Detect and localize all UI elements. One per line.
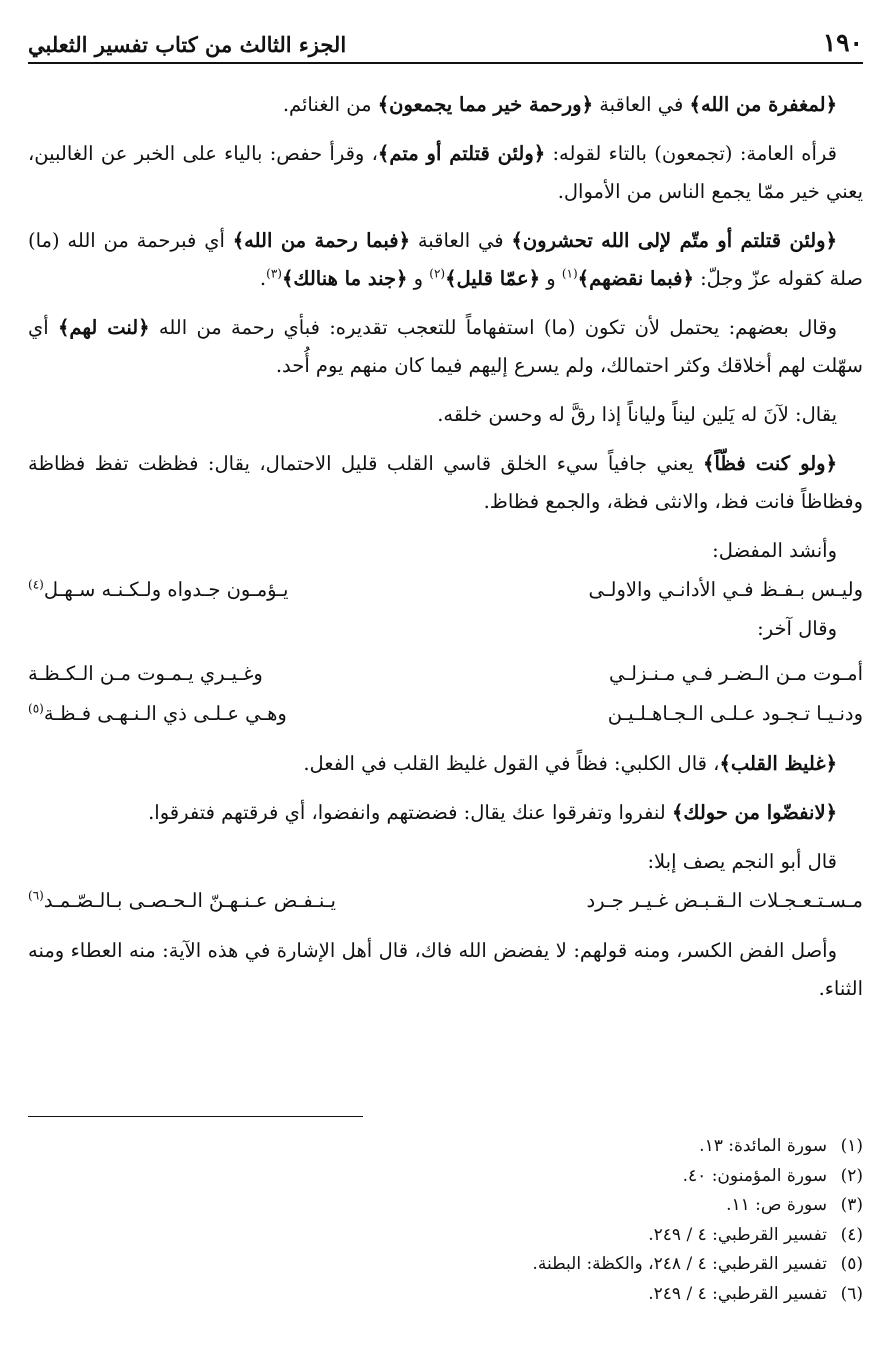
footnote-number: (٣) — [840, 1195, 863, 1215]
footnote-text: سورة المؤمنون: ٤٠. — [682, 1165, 827, 1186]
quran-quote: ﴿لنت لهم﴾ — [57, 316, 150, 339]
verse-first-half: ودنـيـا تـجـود عـلـى الـجـاهـلـيـن — [607, 702, 863, 725]
footnote-marker: (٢) — [429, 266, 446, 281]
page-number: ١٩٠ — [822, 28, 863, 57]
text-run: وقال بعضهم: يحتمل لأن تكون (ما) استفهاماً للتعجب تقديره: فبأي رحمة من الله — [149, 316, 837, 339]
verse-first-half: وليـس بـفـظ فـي الأدانـي والاولـى — [588, 578, 863, 601]
footnote — [28, 1191, 863, 1221]
verse-intro: وأنشد المفضل: — [712, 539, 837, 562]
footnote-number: (٦) — [840, 1283, 863, 1304]
verse-second-half: يـؤمـون جـدواه ولـكـنـه سـهـل$^{(٤)}$ — [28, 577, 289, 601]
paragraph: وأصل الفض الكسر، ومنه قولهم: لا يفضض الله فاك، قال أهل الإشارة في هذه الآية: منه العطاء ومنه الثناء. — [28, 939, 863, 1000]
footnote — [28, 1250, 863, 1280]
text-run: أي فبرحمة من الله (ما) صلة كقوله عزّ وجلّ: — [28, 229, 863, 290]
footnote-number: (٢) — [840, 1165, 863, 1186]
footnote — [28, 1132, 863, 1162]
page-body — [28, 86, 863, 1008]
footnote-text: سورة المائدة: ١٣. — [699, 1136, 827, 1156]
footnote-text: تفسير القرطبي: ٤ / ٢٤٨، والكظة: البطنة. — [532, 1254, 827, 1274]
footnote — [28, 1221, 863, 1251]
text-run: ، وقرأ حفص: بالياء على الخبر عن الغالبين، يعني خير ممّا يجمع الناس من الأموال. — [28, 142, 863, 203]
footnote-marker: (٣) — [266, 266, 282, 281]
footnote-number: (٤) — [840, 1224, 863, 1245]
quran-quote: ﴿ولئن قتلتم أو متّم لإلى الله تحشرون﴾ — [511, 229, 837, 252]
footnote-marker: (٤) — [28, 577, 44, 592]
verse-second-half: وهـي عـلـى ذي الـنـهـى فـظـة$^{(٥)}$ — [28, 701, 287, 725]
paragraph — [28, 745, 863, 783]
verse-intro: وقال آخر: — [757, 617, 837, 640]
paragraph — [28, 86, 863, 124]
quran-quote: ﴿لمغفرة من الله﴾ — [689, 93, 837, 116]
text-run: . — [259, 267, 267, 290]
footnote-divider — [28, 1116, 363, 1117]
text-run: أي سهّلت لهم أخلاقك وكثر احتمالك، ولم يسرع إليهم فيما كان منهم يوم أُحد. — [28, 316, 863, 377]
verse-second-half: يـنـفـض عـنـهـنّ الـحـصـى بـالـصّـمـد$^{(٦)}$ — [28, 888, 336, 912]
book-page — [28, 22, 863, 1342]
quran-quote: ﴿ولئن قتلتم أو متم﴾ — [377, 142, 546, 165]
footnote-text: تفسير القرطبي: ٤ / ٢٤٩. — [648, 1283, 827, 1304]
paragraph — [28, 396, 863, 434]
quran-quote: ﴿فبما نقضهم﴾ — [577, 267, 694, 290]
quran-quote: ﴿غليظ القلب﴾ — [719, 752, 837, 775]
verse-line — [28, 570, 863, 610]
quran-quote: ﴿ورحمة خير مما يجمعون﴾ — [377, 93, 593, 116]
verse-first-half: أمـوت مـن الـضـر فـي مـنـزلـي — [609, 662, 863, 685]
quran-quote: ﴿لانفضّوا من حولك﴾ — [671, 801, 837, 824]
verse-line — [28, 654, 863, 694]
text-run: في العاقبة — [593, 93, 690, 116]
text-run: يقال: لآنَ له يَلين ليناً ولياناً إذا رقَّ له وحسن خلقه. — [437, 403, 837, 426]
footnote-text: تفسير القرطبي: ٤ / ٢٤٩. — [648, 1224, 827, 1245]
text-run: في العاقبة — [410, 229, 512, 252]
quran-quote: ﴿جند ما هنالك﴾ — [281, 267, 408, 290]
paragraph — [28, 794, 863, 832]
footnote-marker: (٥) — [28, 701, 44, 716]
footnote — [28, 1162, 863, 1192]
verse-line — [28, 694, 863, 734]
footnote-marker: (٦) — [28, 888, 44, 903]
footnotes — [28, 1132, 863, 1309]
text-run: لنفروا وتفرقوا عنك يقال: فضضتهم وانفضوا، أي فرقتهم فتفرقوا. — [148, 801, 672, 824]
footnote-marker: (١) — [561, 266, 578, 281]
verse-intro: قال أبو النجم يصف إبلا: — [647, 850, 837, 873]
paragraph — [28, 135, 863, 211]
footnote-number: (٥) — [840, 1254, 863, 1274]
paragraph — [28, 222, 863, 298]
text-run: يعني جافياً سيء الخلق قاسي القلب قليل الاحتمال، يقال: فظظت تفظ فظاظة وفظاظاً فانت فظ، والانثى فظة، والجمع فظاظ. — [28, 452, 863, 513]
verse-line — [28, 881, 863, 921]
verse-second-half: وغـيـري يـمـوت مـن الـكـظـة — [28, 662, 263, 685]
paragraph — [28, 309, 863, 385]
paragraph — [28, 445, 863, 521]
footnote-number: (١) — [840, 1136, 863, 1156]
text-run: و — [407, 267, 430, 290]
running-title: الجزء الثالث من كتاب تفسير الثعلبي — [28, 32, 347, 57]
verse-first-half: مـسـتـعـجـلات الـقـبـض غـيـر جـرد — [586, 889, 863, 912]
quran-quote: ﴿فبما رحمة من الله﴾ — [232, 229, 410, 252]
text-run: من الغنائم. — [282, 93, 378, 116]
quran-quote: ﴿ولو كنت فظّاً﴾ — [703, 452, 838, 475]
page-header — [28, 22, 863, 64]
text-run: و — [540, 267, 562, 290]
footnote-text: سورة ص: ١١. — [726, 1195, 827, 1215]
quran-quote: ﴿عمّا قليل﴾ — [445, 267, 541, 290]
text-run: ، قال الكلبي: فظاً في القول غليظ القلب في الفعل. — [303, 752, 720, 775]
text-run: قرأه العامة: (تجمعون) بالتاء لقوله: — [545, 142, 838, 165]
footnote — [28, 1280, 863, 1310]
